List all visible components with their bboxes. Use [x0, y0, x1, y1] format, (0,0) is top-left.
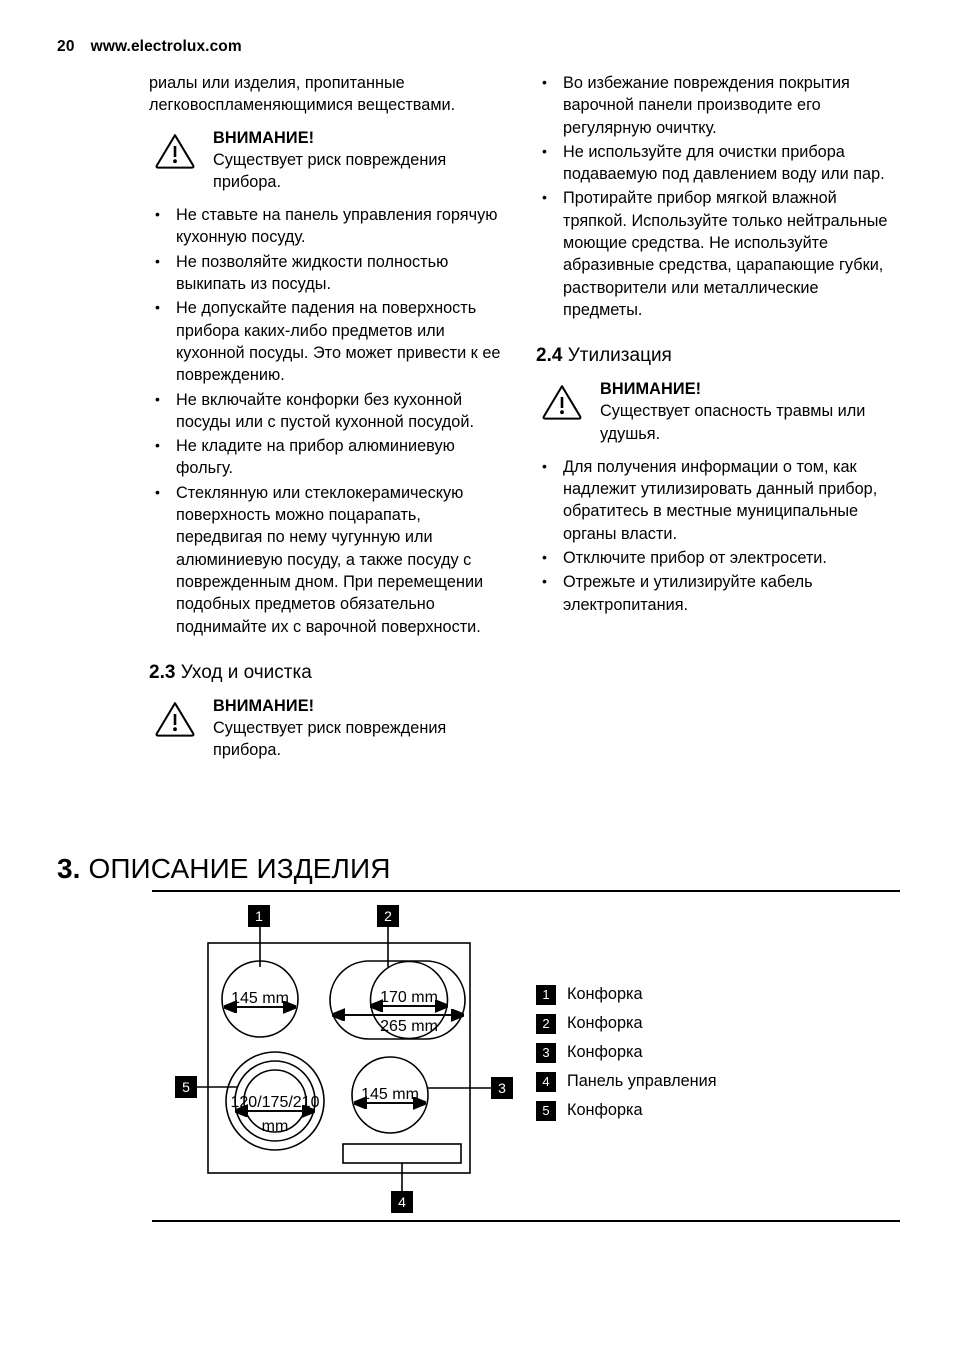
legend-row — [536, 980, 717, 1009]
legend-badge-1: 1 — [536, 985, 556, 1005]
section-heading-2-4 — [536, 343, 892, 368]
legend-row — [536, 1067, 717, 1096]
section-number: 2.3 — [149, 661, 176, 683]
warning-triangle-icon — [154, 131, 196, 169]
warning-title: ВНИМАНИЕ! — [213, 128, 315, 147]
list-item: • Отрежьте и утилизируйте кабель электропитания. — [536, 571, 892, 616]
right-bullet-list-cleaning — [536, 72, 892, 321]
list-item: • Стеклянную или стеклокерамическую поверхность можно поцарапать, передвигая по нему чугунную или алюминиевую посуду, а также посуду с поврежденным дном. При перемещении подобных предметов обязательно поднимайте их с варочной поверхности. — [149, 482, 505, 638]
dim-label-bottom-left-1: 120/175/210 — [230, 1094, 320, 1111]
right-bullet-list-disposal — [536, 456, 892, 616]
warning-callout-injury — [538, 379, 892, 445]
warning-body: Существует опасность травмы или удушья. — [600, 402, 866, 443]
legend-badge-4: 4 — [536, 1072, 556, 1092]
list-item: • Не позволяйте жидкости полностью выкипать из посуды. — [149, 251, 505, 296]
dim-label-bottom-right: 145 mm — [361, 1086, 419, 1103]
divider-top — [152, 890, 900, 892]
svg-text:2: 2 — [384, 908, 392, 924]
warning-callout-damage-1 — [151, 128, 505, 194]
left-column — [149, 72, 505, 772]
section-number: 3. — [57, 852, 81, 884]
page-number: 20 — [57, 38, 75, 55]
divider-bottom — [152, 1220, 900, 1222]
dim-label-top-right-outer: 265 mm — [380, 1018, 438, 1035]
list-item: • Не допускайте падения на поверхность прибора каких-либо предметов или кухонной посуды. Это может привести к ее повреждению. — [149, 297, 505, 386]
list-item: • Во избежание повреждения покрытия варочной панели производите его регулярную очичтку. — [536, 72, 892, 139]
warning-triangle-icon — [541, 382, 583, 420]
legend-label-5: Конфорка — [567, 1101, 643, 1119]
legend-label-2: Конфорка — [567, 1014, 643, 1032]
warning-body: Существует риск повреждения прибора. — [213, 150, 447, 191]
svg-text:4: 4 — [398, 1194, 406, 1210]
website-url: www.electrolux.com — [90, 38, 242, 55]
svg-text:1: 1 — [255, 908, 263, 924]
right-column — [536, 72, 892, 618]
svg-text:5: 5 — [182, 1079, 190, 1095]
warning-body: Существует риск повреждения прибора. — [213, 718, 447, 760]
dim-label-top-left: 145 mm — [231, 990, 289, 1007]
legend-badge-3: 3 — [536, 1043, 556, 1063]
legend-label-1: Конфорка — [567, 985, 643, 1003]
hob-top-view-diagram — [175, 905, 525, 1215]
legend-label-4: Панель управления — [567, 1072, 717, 1090]
section-heading-2-3 — [149, 660, 505, 685]
legend-label-3: Конфорка — [567, 1043, 643, 1061]
section-number: 2.4 — [536, 345, 563, 367]
legend-badge-2: 2 — [536, 1014, 556, 1034]
list-item: • Для получения информации о том, как надлежит утилизировать данный прибор, обратитесь в местные муниципальные органы власти. — [536, 456, 892, 545]
hob-legend — [536, 980, 717, 1125]
warning-title: ВНИМАНИЕ! — [213, 696, 315, 715]
dim-label-top-right-inner: 170 mm — [380, 989, 438, 1006]
legend-row — [536, 1096, 717, 1125]
list-item: • Не ставьте на панель управления горячую кухонную посуду. — [149, 204, 505, 249]
warning-triangle-icon — [154, 699, 196, 737]
section-title: Уход и очистка — [180, 661, 312, 683]
legend-badge-5: 5 — [536, 1101, 556, 1121]
continued-paragraph: риалы или изделия, пропитанные легковоспламеняющимися веществами. — [149, 74, 456, 115]
page-title — [57, 852, 391, 886]
dim-label-bottom-left-2: mm — [261, 1118, 289, 1135]
list-item: • Не используйте для очистки прибора подаваемую под давлением воду или пар. — [536, 141, 892, 186]
legend-row — [536, 1038, 717, 1067]
legend-row — [536, 1009, 717, 1038]
warning-callout-damage-2 — [151, 696, 505, 762]
page-header — [57, 38, 242, 56]
list-item: • Протирайте прибор мягкой влажной тряпкой. Используйте только нейтральные моющие средства. Не используйте абразивные средства, царапающие губки, растворители или металлические предметы. — [536, 187, 892, 321]
warning-title: ВНИМАНИЕ! — [600, 380, 702, 399]
section-title: ОПИСАНИЕ ИЗДЕЛИЯ — [88, 852, 391, 884]
list-item: • Не включайте конфорки без кухонной посуды или с пустой кухонной посудой. — [149, 389, 505, 434]
left-bullet-list — [149, 204, 505, 638]
section-title: Утилизация — [567, 345, 672, 367]
list-item: • Не кладите на прибор алюминиевую фольгу. — [149, 435, 505, 480]
list-item: • Отключите прибор от электросети. — [536, 547, 892, 569]
svg-text:3: 3 — [498, 1080, 506, 1096]
